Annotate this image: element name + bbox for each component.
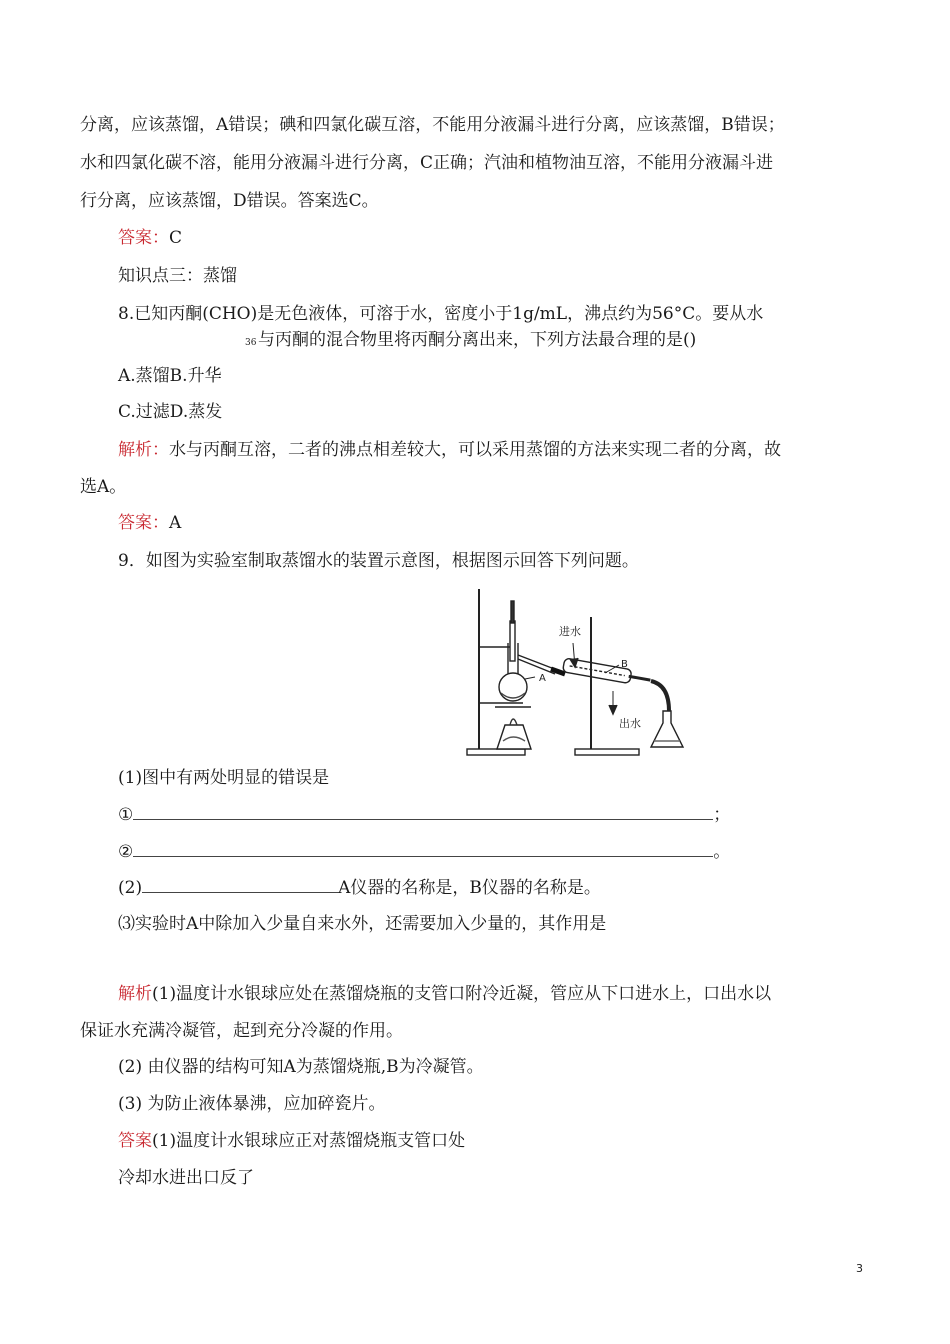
q9-explanation-3: (2) 由仪器的结构可知A为蒸馏烧瓶,B为冷凝管。 [118, 1057, 484, 1077]
q8-options-cd: C.过滤D.蒸发 [118, 402, 223, 422]
explanation-text: (1)温度计水银球应处在蒸馏烧瓶的支管口附冷近凝，管应从下口进水上，口出水以 [152, 984, 772, 1004]
q9-part-1: (1)图中有两处明显的错误是 [118, 768, 330, 788]
q8-line-2: 与丙酮的混合物里将丙酮分离出来，下列方法最合理的是() [258, 330, 697, 350]
q9-part-3: ⑶实验时A中除加入少量自来水外，还需要加入少量的，其作用是 [118, 914, 607, 934]
answer-blank [142, 876, 338, 893]
topic-heading: 知识点三：蒸馏 [118, 266, 237, 286]
part-number: (2) [118, 878, 143, 898]
answer-value: C [169, 228, 183, 248]
thermometer [510, 621, 515, 661]
answer-7 [118, 226, 182, 250]
label-B: B [621, 659, 628, 670]
q8-explanation-2: 选A。 [80, 477, 127, 497]
circled-number-2: ② [118, 842, 134, 862]
answer-8 [118, 511, 181, 535]
q9-part-2 [118, 876, 601, 900]
distilling-flask-A [499, 673, 527, 701]
answer-label: 答案： [118, 228, 169, 248]
explanation-label: 解析 [118, 984, 152, 1004]
q8-explanation-1 [118, 438, 781, 462]
answer-blank [133, 840, 713, 857]
q9-explanation-4: (3) 为防止液体暴沸，应加碎瓷片。 [118, 1094, 386, 1114]
water-outlet-label: 出水 [619, 717, 641, 730]
explanation-text: 水与丙酮互溶，二者的沸点相差较大，可以采用蒸馏的方法来实现二者的分离，故 [169, 440, 781, 460]
answer-text: (1)温度计水银球应正对蒸馏烧瓶支管口处 [152, 1131, 466, 1151]
distillation-apparatus-diagram [465, 585, 695, 757]
right-stand-base [575, 749, 639, 755]
q8-options-ab: A.蒸馏B.升华 [118, 366, 222, 386]
part-text: A仪器的名称是，B仪器的名称是。 [338, 878, 601, 898]
page-number: 3 [856, 1262, 863, 1275]
q8-line-1: 8.已知丙酮(CHO)是无色液体，可溶于水，密度小于1g/mL，沸点约为56°C。要从水 [118, 304, 764, 324]
label-A: A [539, 673, 546, 684]
q9-explanation-2: 保证水充满冷凝管，起到充分冷凝的作用。 [80, 1021, 403, 1041]
water-inlet-label: 进水 [559, 625, 581, 638]
q9-stem: 9．如图为实验室制取蒸馏水的装置示意图，根据图示回答下列问题。 [118, 551, 639, 571]
answer-label: 答案 [118, 1131, 152, 1151]
q9-explanation-1 [118, 982, 771, 1006]
answer-blank [133, 803, 713, 820]
answer-label: 答案： [118, 513, 169, 533]
left-stand-base [467, 749, 525, 755]
para-line-3: 行分离，应该蒸馏，D错误。答案选C。 [80, 191, 379, 211]
circled-number-1: ① [118, 805, 134, 825]
explanation-label: 解析： [118, 440, 169, 460]
punctuation: 。 [713, 842, 731, 862]
q8-subscript: 36 [245, 338, 257, 348]
para-line-1: 分离，应该蒸馏，A错误；碘和四氯化碳互溶，不能用分液漏斗进行分离，应该蒸馏，B错误； [80, 115, 785, 135]
answer-9-line-1 [118, 1129, 465, 1153]
answer-9-line-2: 冷却水进出口反了 [118, 1168, 254, 1188]
q9-blank-1 [118, 803, 730, 827]
para-line-2: 水和四氯化碳不溶，能用分液漏斗进行分离，C正确；汽油和植物油互溶，不能用分液漏斗进 [80, 153, 774, 173]
q9-blank-2 [118, 840, 730, 864]
punctuation: ； [713, 805, 731, 825]
answer-value: A [169, 513, 182, 533]
